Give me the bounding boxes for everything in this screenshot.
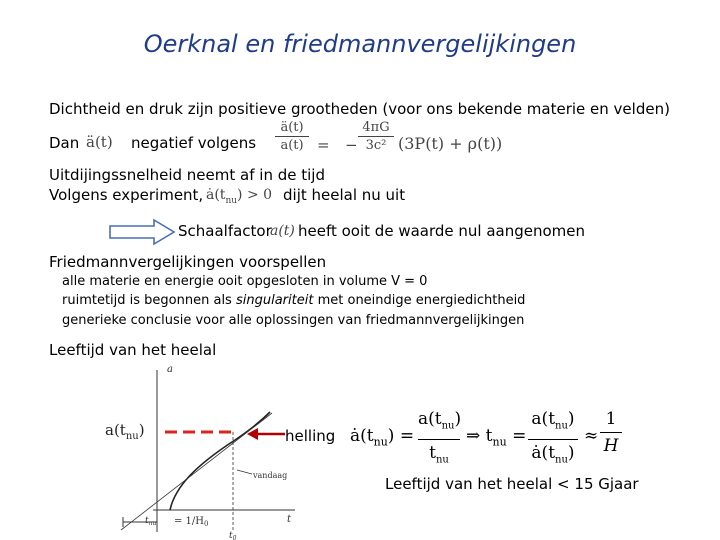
slope-implies: ⇒ $t_{nu}$ =: [466, 426, 527, 449]
graph-h0-label: = $1/H_0$: [174, 516, 209, 528]
graph-x-label: t: [287, 514, 292, 525]
formula-acc-lhs-num: ä(t): [280, 120, 304, 135]
page-title: Oerknal en friedmannvergelijkingen: [143, 30, 577, 58]
friedmann-header: Friedmannvergelijkingen voorspellen: [49, 253, 327, 271]
density-line: Dichtheid en druk zijn positieve grootheden (voor ons bekende materie en velden): [49, 100, 670, 118]
leeftijd-header: Leeftijd van het heelal: [49, 341, 217, 359]
formula-acc-minus: −: [345, 136, 358, 154]
a-of-t-inline: a(t): [270, 223, 295, 239]
scale-factor-graph: [95, 362, 345, 540]
graph-y-label: a: [167, 364, 173, 375]
slope-frac3: 1 H: [600, 408, 622, 457]
formula-acc-coef-num: 4πG: [362, 120, 390, 135]
bullet-singularity: ruimtetijd is begonnen als singulariteit met oneindige energiedichtheid: [62, 293, 526, 308]
graph-vandaag-label: vandaag: [253, 471, 288, 480]
helling-arrow-icon: [245, 426, 287, 442]
graph-t0-label: $t_0$: [229, 531, 237, 540]
formula-acc-lhs: [275, 120, 309, 153]
formula-acc-paren: (3P(t) + ρ(t)): [398, 134, 503, 153]
formula-acc-lhs-den: a(t): [280, 138, 304, 153]
formula-acc-coef: [358, 120, 394, 153]
nul-label: heeft ooit de waarde nul aangenomen: [298, 222, 586, 240]
implication-arrow-icon: [108, 218, 178, 246]
experiment-label: Volgens experiment,: [49, 186, 204, 204]
schaalfactor-label: Schaalfactor: [178, 222, 272, 240]
helling-label: helling: [285, 427, 336, 445]
dan-label: Dan: [49, 134, 80, 152]
result-line: Leeftijd van het heelal < 15 Gjaar: [385, 475, 639, 493]
bullet-volume: alle materie en energie ooit opgesloten in volume V = 0: [62, 274, 428, 289]
slope-approx: ≈: [584, 426, 599, 446]
uitdijing-line: Uitdijingssnelheid neemt af in de tijd: [49, 166, 325, 184]
slope-frac2: $a(t_{nu})$ $ȧ(t_{nu})$: [528, 408, 578, 472]
adot-gt0-formula: $ȧ(t_{nu}) > 0$: [206, 187, 273, 206]
addot-over-a-inline: ä(t): [86, 133, 113, 151]
graph-a-tnu-label: $a(t_{nu})$: [105, 421, 145, 442]
slope-frac1: $a(t_{nu})$ $t_{nu}$: [418, 409, 462, 466]
formula-acc-coef-den: 3c²: [365, 138, 387, 153]
graph-tnu-bottom: $t_{nu}$: [145, 516, 157, 527]
formula-acc-equals: =: [317, 136, 330, 154]
bullet-generic: generieke conclusie voor alle oplossingen van friedmannvergelijkingen: [62, 313, 525, 328]
negatief-label: negatief volgens: [131, 134, 257, 152]
slope-eq-left: $ȧ(t_{nu})$ =: [350, 426, 415, 449]
dijt-label: dijt heelal nu uit: [283, 186, 406, 204]
